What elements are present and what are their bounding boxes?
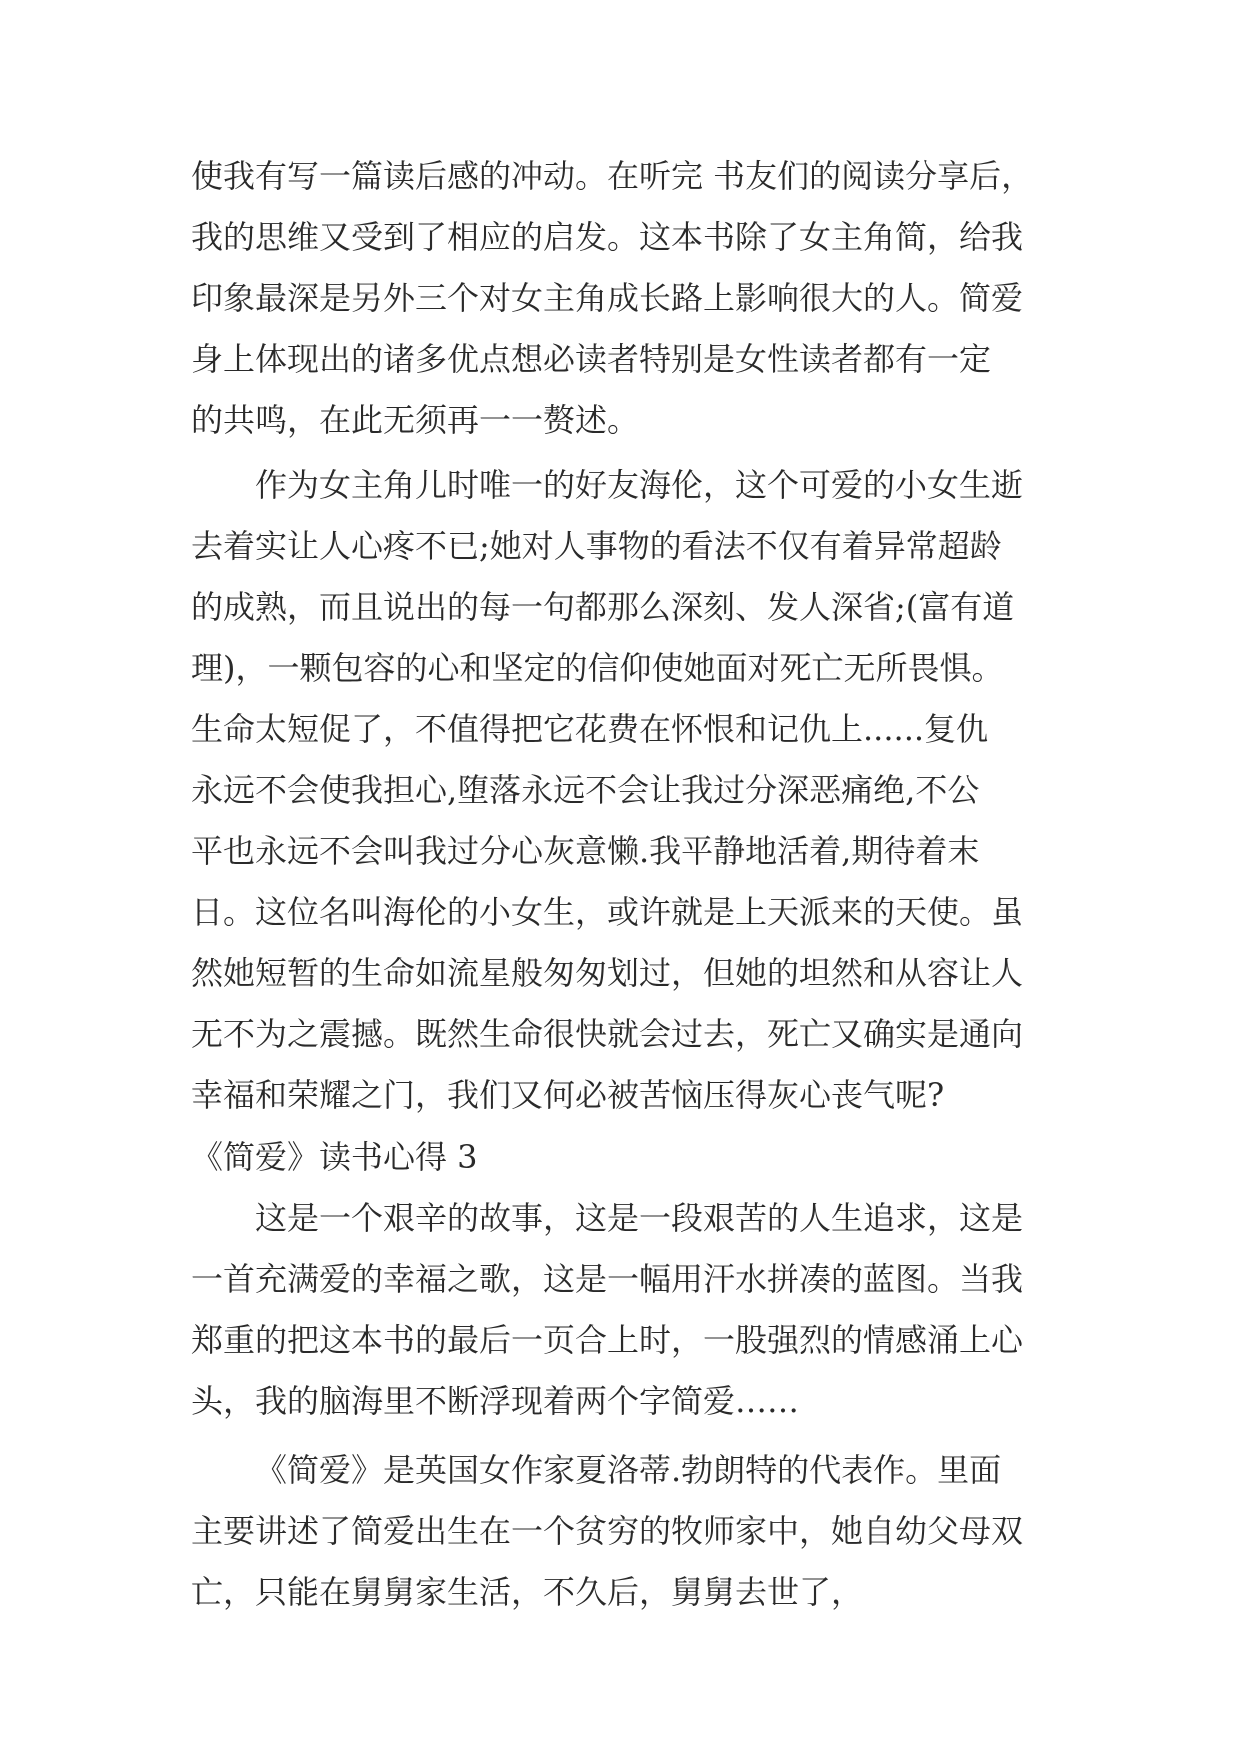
text-line: 印象最深是另外三个对女主角成长路上影响很大的人。简爱: [191, 279, 1024, 317]
paragraph-2: [191, 455, 1061, 1126]
paragraph-4: [191, 1440, 1061, 1623]
text-line: 作为女主角儿时唯一的好友海伦，这个可爱的小女生逝: [255, 466, 1024, 504]
text-line: 身上体现出的诸多优点想必读者特别是女性读者都有一定: [191, 340, 992, 378]
text-line: 这是一个艰辛的故事，这是一段艰苦的人生追求，这是: [255, 1199, 1024, 1237]
text-line: 幸福和荣耀之门，我们又何必被苦恼压得灰心丧气呢?: [191, 1076, 945, 1114]
document-body: [191, 146, 1061, 1623]
text-line: 《简爱》是英国女作家夏洛蒂.勃朗特的代表作。里面: [255, 1451, 1002, 1489]
text-line: 使我有写一篇读后感的冲动。在听完 书友们的阅读分享后，: [191, 157, 1034, 195]
text-line: 然她短暂的生命如流星般匆匆划过，但她的坦然和从容让人: [191, 954, 1024, 992]
text-line: 一首充满爱的幸福之歌，这是一幅用汗水拼凑的蓝图。当我: [191, 1260, 1024, 1298]
paragraph-3: [191, 1188, 1061, 1432]
text-line: 无不为之震撼。既然生命很快就会过去，死亡又确实是通向: [191, 1015, 1024, 1053]
text-line: 我的思维又受到了相应的启发。这本书除了女主角简，给我: [191, 218, 1024, 256]
text-line: 生命太短促了，不值得把它花费在怀恨和记仇上......复仇: [191, 710, 989, 748]
text-line: 头，我的脑海里不断浮现着两个字简爱……: [191, 1382, 800, 1420]
text-line: 的成熟，而且说出的每一句都那么深刻、发人深省;(富有道: [191, 588, 1015, 626]
text-line: 去着实让人心疼不已;她对人事物的看法不仅有着异常超龄: [191, 527, 1002, 565]
text-line: 的共鸣，在此无须再一一赘述。: [191, 401, 640, 439]
text-line: 日。这位名叫海伦的小女生，或许就是上天派来的天使。虽: [191, 893, 1024, 931]
text-line: 永远不会使我担心,堕落永远不会让我过分深恶痛绝,不公: [191, 771, 980, 809]
text-line: 亡，只能在舅舅家生活，不久后，舅舅去世了，: [191, 1573, 864, 1611]
text-line: 郑重的把这本书的最后一页合上时，一股强烈的情感涌上心: [191, 1321, 1024, 1359]
text-line: 平也永远不会叫我过分心灰意懒.我平静地活着,期待着末: [191, 832, 980, 870]
paragraph-1: [191, 146, 1061, 451]
text-line: 理)，一颗包容的心和坚定的信仰使她面对死亡无所畏惧。: [191, 649, 1004, 687]
text-line: 主要讲述了简爱出生在一个贫穷的牧师家中，她自幼父母双: [191, 1512, 1024, 1550]
section-heading: 《简爱》读书心得 3: [191, 1138, 478, 1176]
